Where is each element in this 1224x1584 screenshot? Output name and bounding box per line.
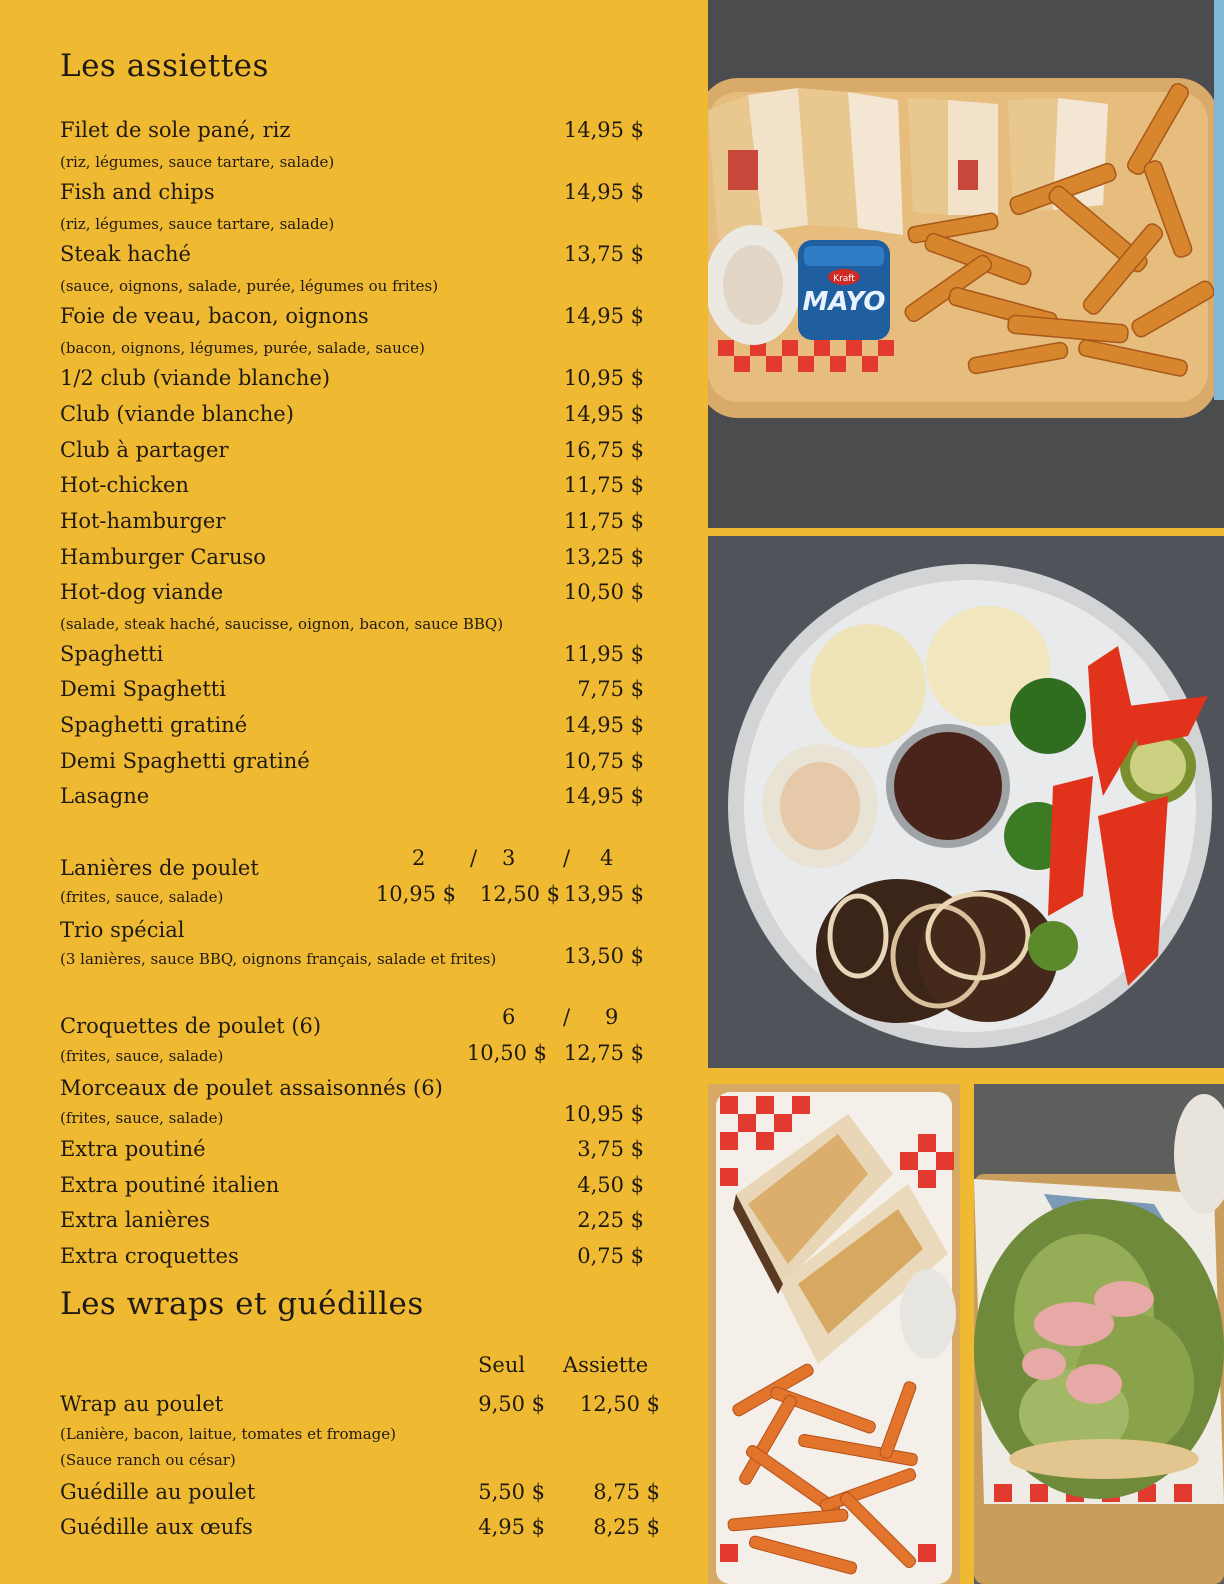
- menu-item-price: 14,95 $: [563, 784, 644, 808]
- menu-item-name: Fish and chips: [60, 180, 215, 204]
- menu-item-price: 16,75 $: [563, 438, 644, 462]
- menu-item-name: Extra lanières: [60, 1208, 210, 1232]
- menu-item-price: 0,75 $: [577, 1244, 644, 1268]
- photo-wrap-fries: [708, 1084, 960, 1584]
- menu-item-name: Guédille au poulet: [60, 1480, 256, 1504]
- menu-item-name: Guédille aux œufs: [60, 1515, 253, 1539]
- menu-item-name: Trio spécial: [60, 918, 185, 942]
- column-header-assiette: Assiette: [563, 1353, 649, 1377]
- menu-item-price: 7,75 $: [577, 677, 644, 701]
- menu-item-price: 12,50 $: [479, 882, 560, 906]
- photo-salad: [974, 1084, 1224, 1584]
- menu-item-price: 13,95 $: [563, 882, 644, 906]
- menu-item-price: 10,95 $: [563, 1102, 644, 1126]
- menu-item-price: 14,95 $: [563, 118, 644, 142]
- menu-item-price-assiette: 12,50 $: [579, 1392, 660, 1416]
- menu-item-price: 14,95 $: [563, 180, 644, 204]
- portion-header: 2: [412, 846, 426, 870]
- menu-item-name: Extra croquettes: [60, 1244, 239, 1268]
- menu-item-description: (frites, sauce, salade): [60, 1047, 224, 1065]
- menu-item-name: Hot-dog viande: [60, 580, 224, 604]
- menu-item-price: 11,75 $: [563, 509, 644, 533]
- menu-item-price: 11,95 $: [563, 642, 644, 666]
- menu-item-price: 14,95 $: [563, 402, 644, 426]
- menu-item-name: Extra poutiné: [60, 1137, 206, 1161]
- mayo-label-text: MAYO: [802, 287, 886, 317]
- menu-item-name: Morceaux de poulet assaisonnés (6): [60, 1076, 443, 1100]
- menu-item-name: Demi Spaghetti: [60, 677, 226, 701]
- menu-item-description: (riz, légumes, sauce tartare, salade): [60, 215, 335, 233]
- portion-separator: /: [470, 846, 478, 870]
- menu-item-name: Extra poutiné italien: [60, 1173, 280, 1197]
- mayo-brand-text: Kraft: [833, 274, 855, 284]
- section-title-assiettes: Les assiettes: [60, 48, 269, 84]
- menu-item-price-seul: 5,50 $: [478, 1480, 545, 1504]
- menu-item-price: 11,75 $: [563, 473, 644, 497]
- menu-item-description: (Sauce ranch ou césar): [60, 1451, 236, 1469]
- menu-item-name: Lanières de poulet: [60, 856, 259, 880]
- menu-item-name: Croquettes de poulet (6): [60, 1014, 322, 1038]
- portion-header: 3: [502, 846, 516, 870]
- menu-item-price: 12,75 $: [563, 1041, 644, 1065]
- menu-item-description: (Lanière, bacon, laitue, tomates et fromage): [60, 1425, 397, 1443]
- menu-item-price-seul: 4,95 $: [478, 1515, 545, 1539]
- menu-item-price: 10,95 $: [375, 882, 456, 906]
- menu-item-description: (riz, légumes, sauce tartare, salade): [60, 153, 335, 171]
- column-header-seul: Seul: [478, 1353, 526, 1377]
- menu-item-price: 4,50 $: [577, 1173, 644, 1197]
- section-title-wraps: Les wraps et guédilles: [60, 1286, 424, 1322]
- menu-item-name: Demi Spaghetti gratiné: [60, 749, 310, 773]
- menu-item-description: (frites, sauce, salade): [60, 888, 224, 906]
- photo-steak-plate: [708, 536, 1224, 1068]
- menu-item-price: 10,50 $: [466, 1041, 547, 1065]
- menu-item-price: 13,50 $: [563, 944, 644, 968]
- menu-item-description: (salade, steak haché, saucisse, oignon, bacon, sauce BBQ): [60, 615, 504, 633]
- menu-item-price: 2,25 $: [577, 1208, 644, 1232]
- menu-item-name: Club (viande blanche): [60, 402, 294, 426]
- portion-header: 6: [502, 1005, 516, 1029]
- menu-item-name: Spaghetti gratiné: [60, 713, 248, 737]
- menu-item-name: Filet de sole pané, riz: [60, 118, 291, 142]
- menu-item-description: (bacon, oignons, légumes, purée, salade, sauce): [60, 339, 425, 357]
- menu-item-description: (frites, sauce, salade): [60, 1109, 224, 1127]
- portion-separator: /: [563, 1005, 571, 1029]
- menu-item-name: Hamburger Caruso: [60, 545, 266, 569]
- menu-item-name: Wrap au poulet: [60, 1392, 224, 1416]
- menu-item-price: 14,95 $: [563, 713, 644, 737]
- menu-item-name: Spaghetti: [60, 642, 164, 666]
- menu-item-price-assiette: 8,25 $: [593, 1515, 660, 1539]
- menu-item-description: (3 lanières, sauce BBQ, oignons français, salade et frites): [60, 950, 497, 968]
- menu-item-name: Club à partager: [60, 438, 229, 462]
- menu-item-price: 10,95 $: [563, 366, 644, 390]
- menu-item-name: Foie de veau, bacon, oignons: [60, 304, 369, 328]
- portion-header: 4: [600, 846, 614, 870]
- menu-item-price: 10,50 $: [563, 580, 644, 604]
- menu-item-price-seul: 9,50 $: [478, 1392, 545, 1416]
- portion-header: 9: [605, 1005, 619, 1029]
- menu-item-name: Lasagne: [60, 784, 150, 808]
- menu-item-price: 14,95 $: [563, 304, 644, 328]
- menu-item-name: Hot-hamburger: [60, 509, 226, 533]
- photo-club-sandwich: [708, 0, 1224, 528]
- menu-item-price-assiette: 8,75 $: [593, 1480, 660, 1504]
- menu-item-name: Steak haché: [60, 242, 191, 266]
- portion-separator: /: [563, 846, 571, 870]
- menu-item-price: 13,25 $: [563, 545, 644, 569]
- menu-item-price: 10,75 $: [563, 749, 644, 773]
- menu-item-name: 1/2 club (viande blanche): [60, 366, 331, 390]
- menu-item-description: (sauce, oignons, salade, purée, légumes ou frites): [60, 277, 439, 295]
- menu-item-price: 3,75 $: [577, 1137, 644, 1161]
- menu-item-price: 13,75 $: [563, 242, 644, 266]
- menu-item-name: Hot-chicken: [60, 473, 189, 497]
